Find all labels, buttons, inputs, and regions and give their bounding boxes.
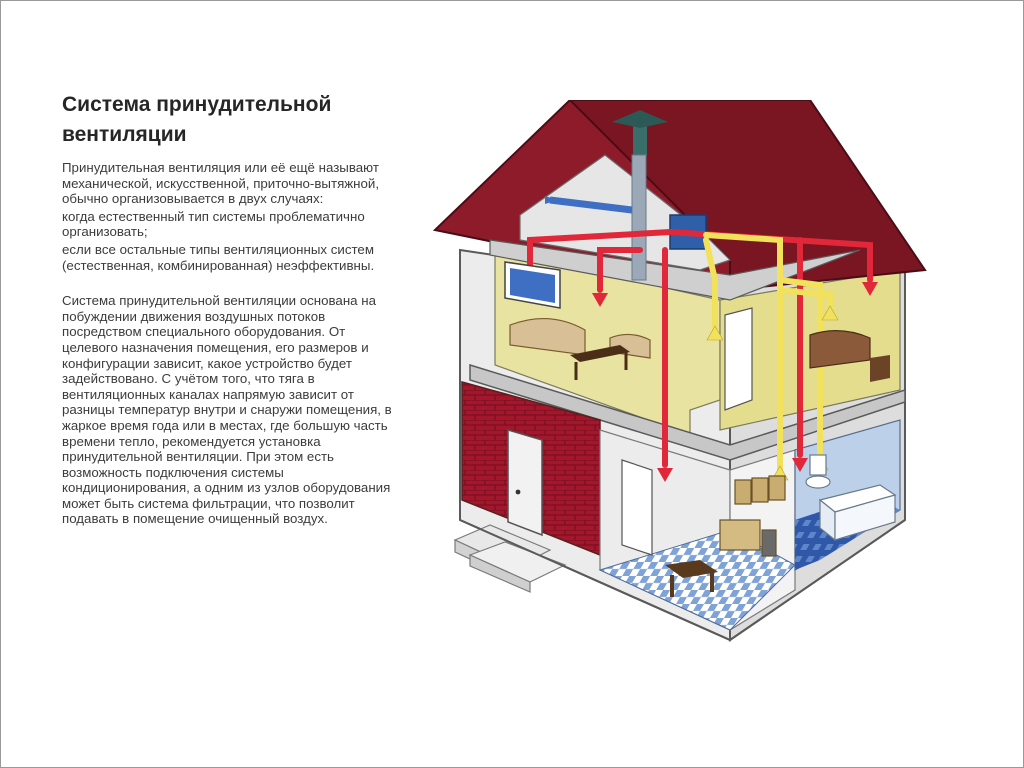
house-ventilation-illustration [400, 100, 1022, 660]
title-line-1: Система принудительной [62, 93, 332, 116]
interior-door-lower [622, 460, 652, 555]
paragraph-case-1: когда естественный тип системы проблематично организовать; [62, 208, 365, 240]
text-column [62, 90, 392, 529]
paragraph-intro: Принудительная вентиляция или её ещё называют механической, искусственной, приточно-вытяжной, обычно организовывается в двух случаях: [62, 160, 380, 207]
door-knob-icon [516, 490, 521, 495]
vent-shaft [632, 155, 646, 280]
slide-title [62, 90, 392, 150]
paragraph-case-2: если все остальные типы вентиляционных систем (естественная, комбинированная) неэффективны. [62, 241, 375, 273]
paragraph-details: Система принудительной вентиляции основана на побуждении движения воздушных потоков посредством специального оборудования. От целевого назначения помещения, его размеров и конфигурации зависит, какое устройство будет задействовано. С учётом того, что тяга в вентиляционных каналах напрямую зависит от разницы температур внутри и снаружи помещения, в жаркое время года или в местах, где большую часть времени тепло, рекомендуется установка принудительной вентиляции. При этом есть возможность подключения системы кондиционирования, а одним из узлов оборудования может быть система фильтрации, что позволит подавать в помещение очищенный воздух. [62, 293, 392, 527]
front-door [508, 430, 542, 535]
title-line-2: вентиляции [62, 123, 187, 146]
interior-door-upper [725, 308, 752, 410]
